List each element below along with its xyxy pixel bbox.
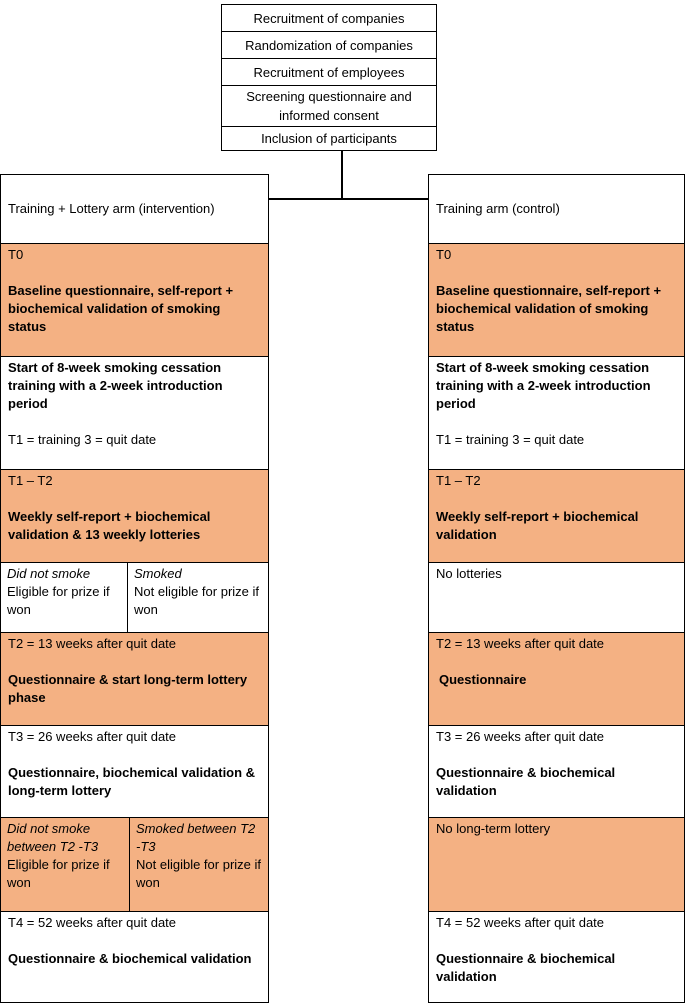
split-title: Smoked [134, 566, 182, 581]
split-title: Smoked between T2 -T3 [136, 821, 256, 854]
intervention-t4-box [0, 911, 269, 1003]
timepoint-label: T1 – T2 [436, 473, 481, 488]
training-text: Start of 8-week smoking cessation training with a 2-week introduction period [8, 360, 223, 411]
timepoint-text: Questionnaire & start long-term lottery phase [8, 672, 248, 705]
intervention-arm-header [0, 174, 269, 244]
step-randomization [221, 31, 437, 59]
split-title: Did not smoke [7, 566, 91, 581]
timepoint-label: T4 = 52 weeks after quit date [436, 915, 605, 930]
control-training-box [428, 356, 685, 470]
timepoint-label: T0 [436, 247, 452, 262]
split-smoked [128, 563, 268, 632]
intervention-t1t2-box [0, 469, 269, 563]
timepoint-label: T4 = 52 weeks after quit date [8, 915, 177, 930]
arm-title: Training + Lottery arm (intervention) [8, 201, 215, 216]
split-title: Did not smoke between T2 -T3 [7, 821, 99, 854]
split-text: Not eligible for prize if won [136, 857, 261, 890]
step-recruitment-employees [221, 58, 437, 86]
control-t3-box [428, 725, 685, 818]
intervention-t3-box [0, 725, 269, 818]
split-smoked-t2-t3 [130, 818, 268, 911]
intervention-t0-box [0, 243, 269, 357]
timepoint-label: T2 = 13 weeks after quit date [436, 636, 605, 651]
step-label: Recruitment of companies [253, 10, 405, 26]
timepoint-label: T3 = 26 weeks after quit date [8, 729, 177, 744]
intervention-split-longterm [0, 817, 269, 912]
timepoint-text: Weekly self-report + biochemical validation & 13 weekly lotteries [8, 509, 211, 542]
no-long-term-text: No long-term lottery [436, 821, 551, 836]
connector-vertical [341, 151, 343, 199]
control-no-lotteries-box [428, 562, 685, 633]
control-t2-box [428, 632, 685, 726]
split-text: Not eligible for prize if won [134, 584, 259, 617]
timepoint-label: T0 [8, 247, 24, 262]
t1-label: T1 = training 3 = quit date [436, 432, 585, 447]
intervention-t2-box [0, 632, 269, 726]
timepoint-text: Baseline questionnaire, self-report + biochemical validation of smoking status [436, 283, 662, 334]
control-no-long-term-box [428, 817, 685, 912]
arm-title: Training arm (control) [436, 201, 560, 216]
timepoint-text: Baseline questionnaire, self-report + biochemical validation of smoking status [8, 283, 234, 334]
control-arm-header [428, 174, 685, 244]
timepoint-text: Questionnaire & biochemical validation [436, 765, 616, 798]
control-t1t2-box [428, 469, 685, 563]
timepoint-label: T3 = 26 weeks after quit date [436, 729, 605, 744]
intervention-training-box [0, 356, 269, 470]
split-text: Eligible for prize if won [7, 857, 110, 890]
timepoint-text: Questionnaire & biochemical validation [436, 951, 616, 984]
step-recruitment-companies [221, 4, 437, 32]
step-inclusion [221, 126, 437, 151]
no-lotteries-text: No lotteries [436, 566, 502, 581]
timepoint-text: Questionnaire & biochemical validation [8, 951, 252, 966]
timepoint-label: T1 – T2 [8, 473, 53, 488]
step-label: Recruitment of employees [253, 64, 405, 80]
timepoint-text: Questionnaire, biochemical validation & long-term lottery [8, 765, 256, 798]
timepoint-text: Weekly self-report + biochemical validation [436, 509, 639, 542]
split-text: Eligible for prize if won [7, 584, 110, 617]
step-label: Screening questionnaire and informed consent [246, 89, 412, 123]
t1-label: T1 = training 3 = quit date [8, 432, 157, 447]
step-screening [221, 85, 437, 127]
intervention-split-weekly [0, 562, 269, 633]
timepoint-text: Questionnaire [439, 672, 527, 687]
step-label: Randomization of companies [245, 37, 413, 53]
training-text: Start of 8-week smoking cessation training with a 2-week introduction period [436, 360, 651, 411]
control-t4-box [428, 911, 685, 1003]
connector-horizontal [268, 198, 429, 200]
timepoint-label: T2 = 13 weeks after quit date [8, 636, 177, 651]
split-did-not-smoke-t2-t3 [1, 818, 130, 911]
step-label: Inclusion of participants [261, 131, 397, 146]
control-t0-box [428, 243, 685, 357]
split-did-not-smoke [1, 563, 128, 632]
